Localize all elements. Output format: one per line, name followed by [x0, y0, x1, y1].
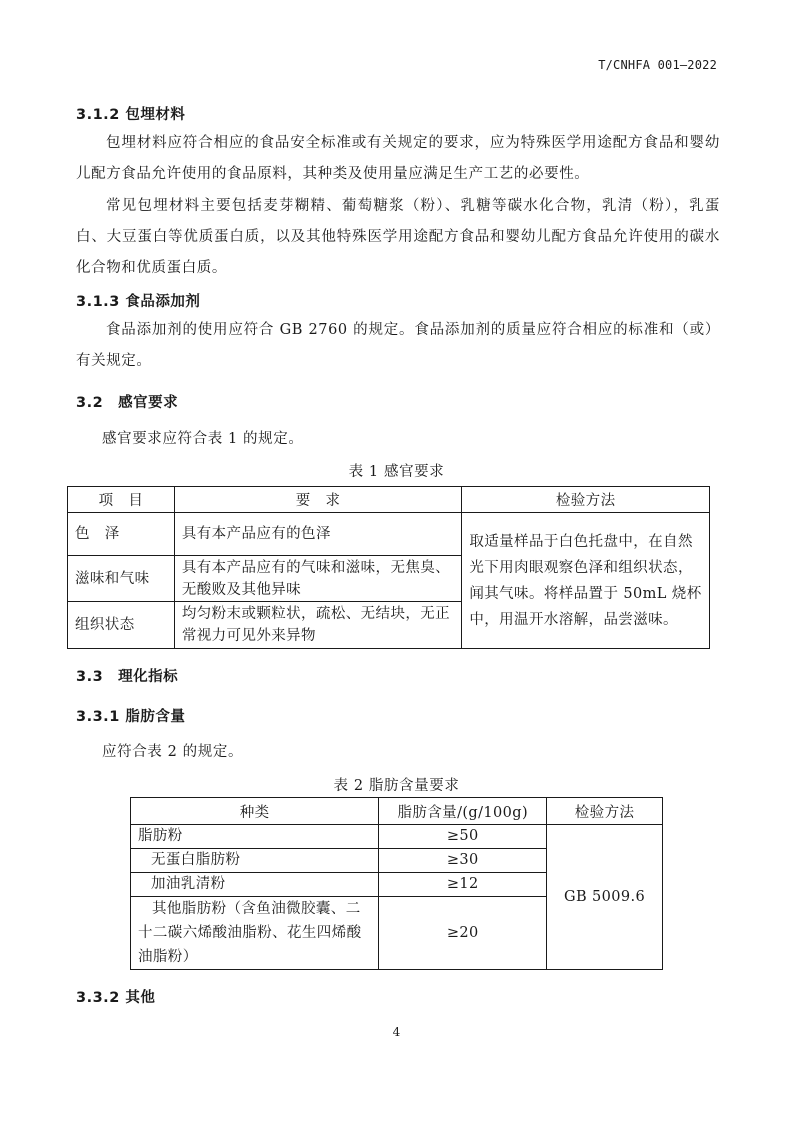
column-header: 种类 [131, 798, 379, 825]
section-heading-3-3-2: 3.3.2 其他 [76, 990, 156, 1006]
table-cell-value: ≥50 [379, 825, 547, 849]
table-cell-type: 其他脂肪粉（含鱼油微胶囊、二十二碳六烯酸油脂粉、花生四烯酸油脂粉） [131, 897, 379, 970]
section-heading-3-3-1: 3.3.1 脂肪含量 [76, 709, 186, 725]
paragraph: 应符合表 2 的规定。 [102, 744, 244, 760]
document-code: T/CNHFA 001—2022 [598, 58, 717, 72]
column-header: 要 求 [174, 487, 462, 513]
table-cell-requirement: 均匀粉末或颗粒状，疏松、无结块，无正常视力可见外来异物 [174, 602, 462, 649]
table-cell-item: 组织状态 [68, 602, 175, 649]
table-cell-requirement: 具有本产品应有的色泽 [174, 513, 462, 556]
table-cell-value: ≥20 [379, 897, 547, 970]
table-cell-item: 滋味和气味 [68, 556, 175, 602]
paragraph: 感官要求应符合表 1 的规定。 [102, 431, 304, 447]
table-1-caption: 表 1 感官要求 [348, 464, 445, 480]
section-heading-3-1-2: 3.1.2 包埋材料 [76, 107, 186, 123]
table-cell-type: 无蛋白脂肪粉 [131, 849, 379, 873]
paragraph: 食品添加剂的使用应符合 GB 2760 的规定。食品添加剂的质量应符合相应的标准和（或）有关规定。 [76, 322, 720, 369]
column-header: 脂肪含量/(g/100g) [379, 798, 547, 825]
page-number: 4 [392, 1025, 401, 1039]
table-cell-value: ≥12 [379, 873, 547, 897]
table-header-row [68, 487, 710, 513]
table-cell-type: 加油乳清粉 [131, 873, 379, 897]
table-cell-type: 脂肪粉 [131, 825, 379, 849]
column-header: 检验方法 [547, 798, 663, 825]
sensory-requirements-table [67, 486, 710, 649]
table-cell-requirement: 具有本产品应有的气味和滋味，无焦臭、无酸败及其他异味 [174, 556, 462, 602]
table-cell-value: ≥30 [379, 849, 547, 873]
table-2-caption: 表 2 脂肪含量要求 [333, 778, 460, 794]
table-row [131, 825, 663, 849]
column-header: 项 目 [68, 487, 175, 513]
table-cell-method: 取适量样品于白色托盘中，在自然光下用肉眼观察色泽和组织状态，闻其气味。将样品置于 50mL 烧杯中，用温开水溶解，品尝滋味。 [462, 513, 710, 649]
table-cell-item: 色 泽 [68, 513, 175, 556]
section-heading-3-2: 3.2 感官要求 [76, 395, 179, 411]
table-row [68, 513, 710, 556]
paragraph: 包埋材料应符合相应的食品安全标准或有关规定的要求，应为特殊医学用途配方食品和婴幼儿配方食品允许使用的食品原料，其种类及使用量应满足生产工艺的必要性。 [76, 135, 720, 182]
column-header: 检验方法 [462, 487, 710, 513]
table-cell-method: GB 5009.6 [547, 825, 663, 970]
table-header-row [131, 798, 663, 825]
section-heading-3-1-3: 3.1.3 食品添加剂 [76, 294, 201, 310]
section-heading-3-3: 3.3 理化指标 [76, 669, 179, 685]
fat-content-table [130, 797, 663, 970]
paragraph: 常见包埋材料主要包括麦芽糊精、葡萄糖浆（粉）、乳糖等碳水化合物，乳清（粉），乳蛋白、大豆蛋白等优质蛋白质，以及其他特殊医学用途配方食品和婴幼儿配方食品允许使用的碳水化合物和优质蛋白质。 [76, 198, 720, 276]
